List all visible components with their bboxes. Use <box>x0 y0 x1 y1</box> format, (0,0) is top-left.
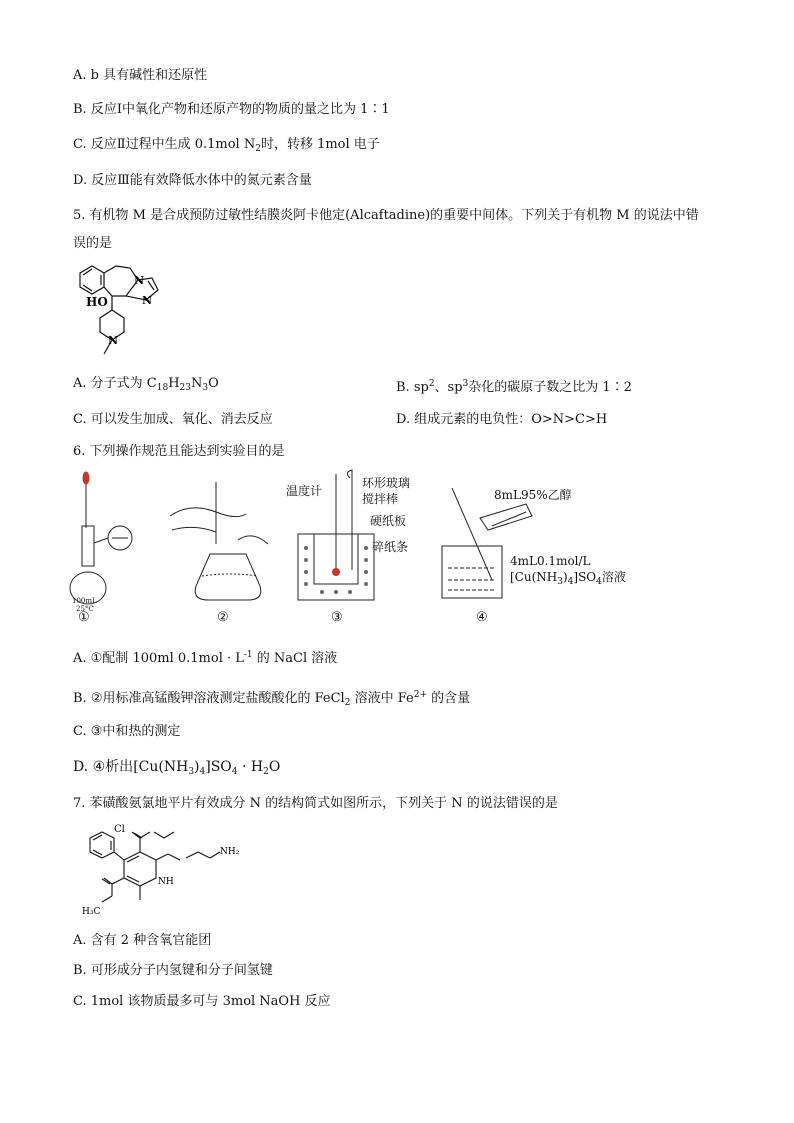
q4-option-b: B. 反应Ⅰ中氧化产物和还原产物的物质的量之比为 1∶1 <box>73 102 390 117</box>
q7-structure-image <box>72 822 242 920</box>
q6-option-b: B. ②用标准高锰酸钾溶液测定盐酸酸化的 FeCl$_2$ 溶液中 $Fe^{2+}$ 的含量 <box>73 690 471 708</box>
solution-label-line1: 4mL0.1mol/L <box>510 554 591 568</box>
q5-stem-line1: 5. 有机物 M 是合成预防过敏性结膜炎阿卡他定(Alcaftadine)的重要中间体。下列关于有机物 M 的说法中错 <box>73 208 699 223</box>
cardboard-label: 硬纸板 <box>370 514 407 528</box>
oh-label: HO <box>86 295 108 309</box>
figure-number-1: ① <box>78 610 90 625</box>
q5-option-b: B. $sp^2$、$sp^3$杂化的碳原子数之比为 1∶2 <box>396 379 632 395</box>
q6-option-c: C. ③中和热的测定 <box>73 724 181 739</box>
q5-option-c: C. 可以发生加成、氧化、消去反应 <box>73 412 273 427</box>
q4-option-d: D. 反应Ⅲ能有效降低水体中的氮元素含量 <box>73 173 312 188</box>
q5-stem-line2: 误的是 <box>73 236 113 251</box>
q7-option-b: B. 可形成分子内氢键和分子间氢键 <box>73 963 273 978</box>
figure-number-2: ② <box>217 610 229 625</box>
ethanol-label: 8mL95%乙醇 <box>494 488 572 502</box>
cl-label: Cl <box>114 824 125 835</box>
q4-option-c: C. 反应Ⅱ过程中生成 0.1mol $N_2$时，转移 1mol 电子 <box>73 137 380 154</box>
q6-stem: 6. 下列操作规范且能达到实验目的是 <box>73 444 285 459</box>
figure-number-3: ③ <box>331 610 343 625</box>
flask-temperature-label: 25°C <box>76 605 94 613</box>
q7-option-c: C. 1mol 该物质最多可与 3mol NaOH 反应 <box>73 994 331 1009</box>
nh-label: NH <box>158 877 174 887</box>
q5-option-a: A. 分子式为 $C_{18}H_{23}N_3O$ <box>73 376 219 393</box>
figure-number-4: ④ <box>476 610 488 625</box>
shredded-paper-label: 碎纸条 <box>372 540 409 554</box>
q7-option-a: A. 含有 2 种含氧官能团 <box>73 933 212 948</box>
stirrer-label-line2: 搅拌棒 <box>362 492 399 506</box>
q6-figure <box>60 468 660 628</box>
nh2-label: NH₂ <box>220 847 240 857</box>
flask-volume-label: 100mL <box>72 597 97 605</box>
solution-label-line2: $[Cu(NH_3)_4]SO_4$溶液 <box>510 570 626 587</box>
n-label-2: N <box>142 294 153 307</box>
thermometer-label: 温度计 <box>286 484 323 498</box>
q5-option-d: D. 组成元素的电负性：O>N>C>H <box>396 412 608 427</box>
q6-option-d: D. ④析出$[Cu(NH_3)_4]SO_4 \cdot H_2O$ <box>73 759 281 777</box>
stirrer-label-line1: 环形玻璃 <box>362 476 411 490</box>
q5-structure-image <box>72 258 202 360</box>
n-label-1: N <box>134 274 145 287</box>
q6-option-a: A. ①配制 100ml $0.1mol \cdot L^{-1}$ 的 NaCl 溶液 <box>73 650 338 666</box>
q7-stem: 7. 苯磺酸氨氯地平片有效成分 N 的结构简式如图所示，下列关于 N 的说法错误的是 <box>73 796 558 811</box>
h3c-label: H₃C <box>82 907 101 917</box>
n-label-3: N <box>108 334 119 347</box>
q4-option-a: A. b 具有碱性和还原性 <box>73 68 208 83</box>
